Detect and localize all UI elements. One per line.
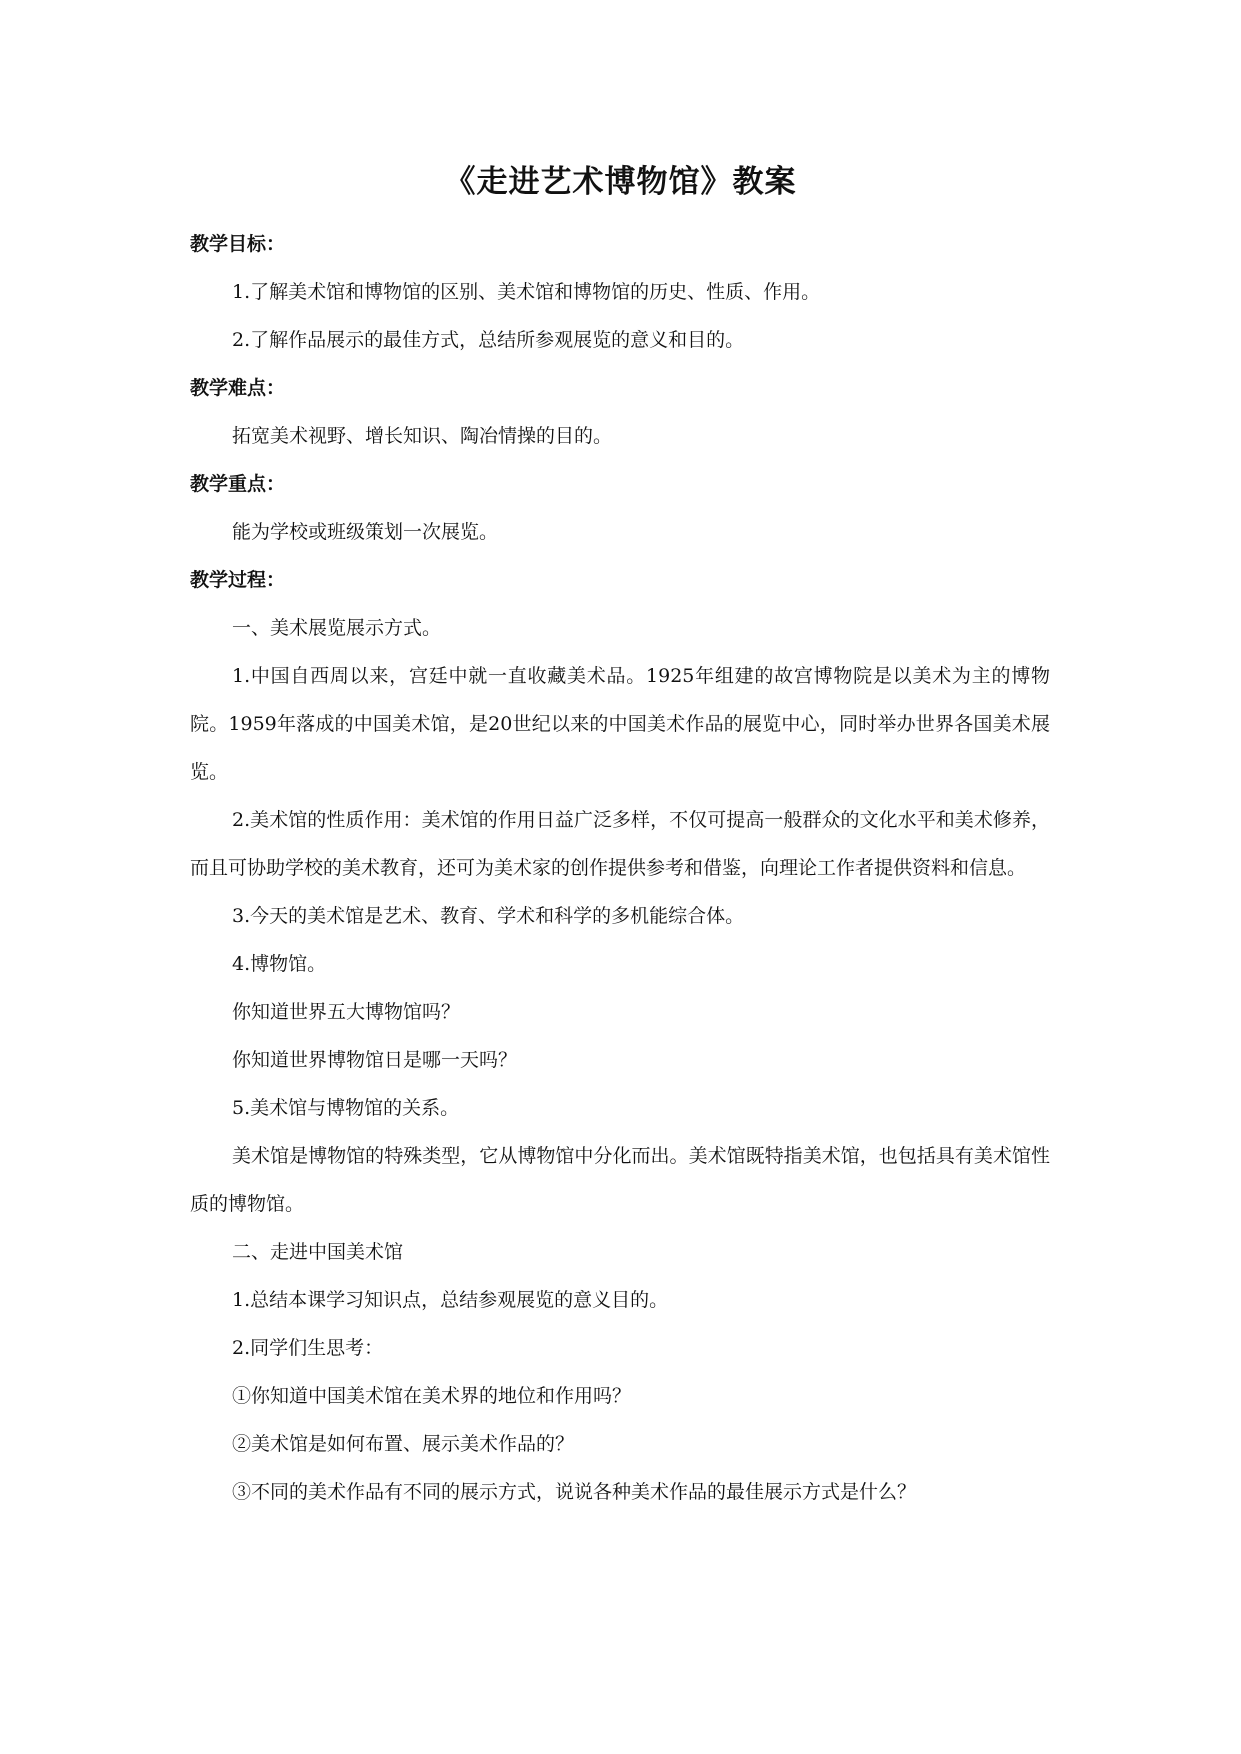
section-heading: 教学重点： [190,473,286,495]
paragraph: 美术馆是博物馆的特殊类型，它从博物馆中分化而出。美术馆既特指美术馆，也包括具有美术馆性质的博物馆。 [190,1145,1050,1215]
paragraph: 1.总结本课学习知识点，总结参观展览的意义目的。 [232,1289,669,1311]
paragraph: ③不同的美术作品有不同的展示方式，说说各种美术作品的最佳展示方式是什么？ [232,1481,917,1503]
section-difficulties [190,364,1050,460]
paragraph: 3.今天的美术馆是艺术、教育、学术和科学的多机能综合体。 [232,905,745,927]
paragraph: 1.中国自西周以来，宫廷中就一直收藏美术品。1925年组建的故宫博物院是以美术为主的博物院。1959年落成的中国美术馆，是20世纪以来的中国美术作品的展览中心，同时举办世界各国美术展览。 [190,665,1050,783]
paragraph: 你知道世界博物馆日是哪一天吗？ [232,1049,518,1071]
paragraph: ①你知道中国美术馆在美术界的地位和作用吗？ [232,1385,632,1407]
paragraph: 拓宽美术视野、增长知识、陶冶情操的目的。 [232,425,613,447]
paragraph: 你知道世界五大博物馆吗？ [232,1001,461,1023]
paragraph: 2.同学们生思考： [232,1337,384,1359]
paragraph: 4.博物馆。 [232,953,327,975]
paragraph: 1.了解美术馆和博物馆的区别、美术馆和博物馆的历史、性质、作用。 [232,281,821,303]
section-objectives [190,220,1050,364]
paragraph: 2.美术馆的性质作用：美术馆的作用日益广泛多样，不仅可提高一般群众的文化水平和美术修养，而且可协助学校的美术教育，还可为美术家的创作提供参考和借鉴，向理论工作者提供资料和信息。 [190,809,1050,879]
section-heading: 教学过程： [190,569,286,591]
paragraph: 二、走进中国美术馆 [232,1241,404,1263]
document-body [190,220,1050,1516]
section-key-points [190,460,1050,556]
paragraph: ②美术馆是如何布置、展示美术作品的？ [232,1433,575,1455]
section-heading: 教学难点： [190,377,286,399]
paragraph: 能为学校或班级策划一次展览。 [232,521,499,543]
paragraph: 5.美术馆与博物馆的关系。 [232,1097,460,1119]
paragraph: 2.了解作品展示的最佳方式，总结所参观展览的意义和目的。 [232,329,745,351]
section-heading: 教学目标： [190,233,286,255]
paragraph: 一、美术展览展示方式。 [232,617,442,639]
section-process [190,556,1050,1516]
document-title: 《走进艺术博物馆》教案 [444,164,797,200]
